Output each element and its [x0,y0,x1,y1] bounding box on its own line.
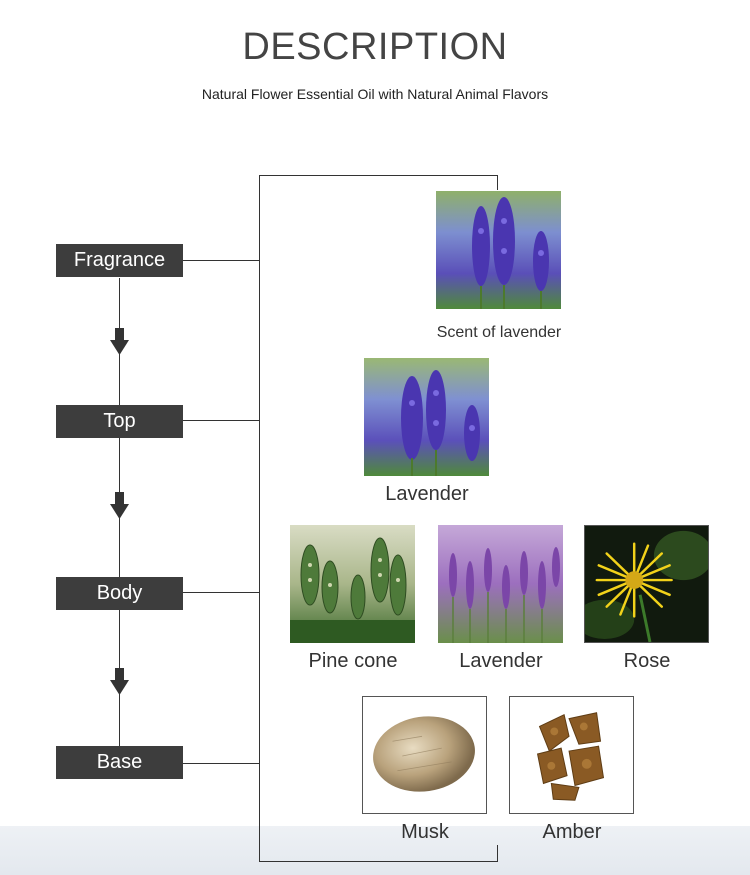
lavender-photo [436,191,561,309]
page-subtitle: Natural Flower Essential Oil with Natural Animal Flavors [201,86,549,102]
stage-label-top: Top [56,405,183,438]
stage-label-base: Base [56,746,183,779]
caption-lavender-top: Lavender [385,483,469,505]
caption-pine-cone: Pine cone [308,650,398,672]
caption-amber: Amber [542,821,602,843]
lavender-photo [364,358,489,476]
down-arrow-icon [110,668,129,695]
page-title: DESCRIPTION [242,26,508,68]
down-arrow-icon [110,492,129,519]
stage-label-fragrance: Fragrance [56,244,183,277]
lavender-field-photo [438,525,563,643]
caption-scent-of-lavender: Scent of lavender [436,324,562,341]
pine-cone-photo [290,525,415,643]
stage-label-body: Body [56,577,183,610]
yellow-flower-photo [584,525,709,643]
amber-photo [509,696,634,814]
caption-rose: Rose [623,650,671,672]
caption-lavender-body: Lavender [459,650,543,672]
musk-photo [362,696,487,814]
down-arrow-icon [110,328,129,355]
caption-musk: Musk [401,821,449,843]
